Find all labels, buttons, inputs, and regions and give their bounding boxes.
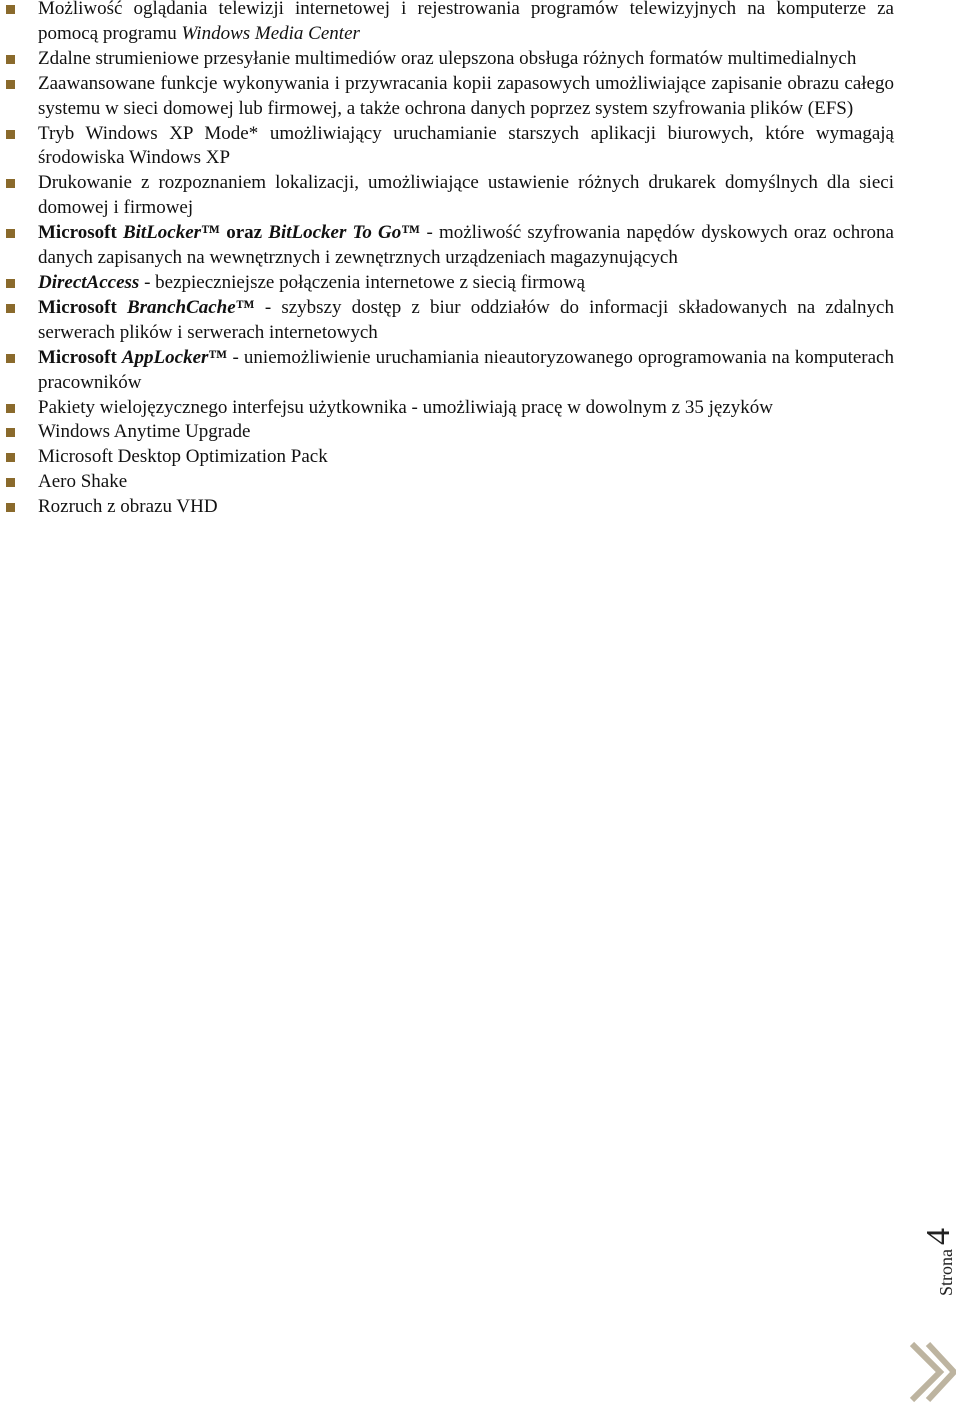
feature-text-segment: ™ (235, 296, 255, 318)
page-label-text: Strona (936, 1249, 956, 1296)
feature-list-item (38, 470, 894, 495)
square-bullet-icon (6, 130, 15, 139)
square-bullet-icon (6, 5, 15, 14)
square-bullet-icon (6, 55, 15, 64)
feature-list-item (38, 296, 894, 346)
square-bullet-icon (6, 354, 15, 363)
feature-list-item (38, 271, 894, 296)
feature-text-segment: Windows Media Center (181, 22, 360, 44)
feature-list-item (38, 221, 894, 271)
square-bullet-icon (6, 229, 15, 238)
feature-text-segment: Możliwość oglądania telewizji internetowej i rejestrowania programów telewizyjnych na komputerze za pomocą programu (38, 0, 894, 44)
feature-text-segment: Pakiety wielojęzycznego interfejsu użytkownika - umożliwiają pracę w dowolnym z 35 języków (38, 396, 773, 418)
square-bullet-icon (6, 503, 15, 512)
feature-list-item (38, 396, 894, 421)
feature-list-item (38, 122, 894, 172)
feature-text-segment: Aero Shake (38, 471, 128, 493)
double-chevron-logo-icon (906, 1338, 956, 1406)
feature-text-segment: - uniemożliwienie uruchamiania nieautoryzowanego oprogramowania na komputerach pracowników (38, 346, 894, 393)
feature-text-segment: ™ oraz (201, 222, 269, 244)
feature-text-segment: DirectAccess (38, 271, 140, 293)
feature-list-item (38, 420, 894, 445)
feature-text-segment: Windows Anytime Upgrade (38, 421, 251, 443)
square-bullet-icon (6, 404, 15, 413)
feature-list-item (38, 47, 894, 72)
feature-list-item (38, 346, 894, 396)
feature-text-segment: - bezpieczniejsze połączenia internetowe z siecią firmową (139, 271, 586, 293)
feature-list-item (38, 445, 894, 470)
square-bullet-icon (6, 279, 15, 288)
square-bullet-icon (6, 453, 15, 462)
feature-text-segment: Microsoft (38, 296, 127, 318)
feature-text-segment: - możliwość szyfrowania napędów dyskowych oraz ochrona danych zapisanych na wewnętrznych i zewnętrznych urządzeniach magazynujących (38, 222, 894, 269)
square-bullet-icon (6, 478, 15, 487)
feature-list-item (38, 171, 894, 221)
feature-text-segment: Microsoft (38, 346, 122, 368)
page-number-label (920, 1228, 957, 1312)
feature-text-segment: ™ (208, 346, 228, 368)
feature-text-segment: BitLocker (122, 222, 202, 244)
feature-text-segment: Microsoft (38, 222, 123, 244)
feature-text-segment: - szybszy dostęp z biur oddziałów do informacji składowanych na zdalnych serwerach plików i serwerach internetowych (38, 296, 894, 343)
square-bullet-icon (6, 179, 15, 188)
page-number (920, 1228, 957, 1312)
square-bullet-icon (6, 80, 15, 89)
feature-text-segment: Rozruch z obrazu VHD (38, 496, 218, 518)
feature-text-segment: AppLocker (121, 346, 209, 368)
feature-text-segment: BranchCache (126, 296, 236, 318)
feature-list-item (38, 495, 894, 520)
square-bullet-icon (6, 428, 15, 437)
page-number-value: 4 (920, 1228, 957, 1245)
square-bullet-icon (6, 304, 15, 313)
feature-text-segment: ™ (401, 222, 421, 244)
feature-text-segment: BitLocker To Go (268, 222, 402, 244)
feature-list-item (38, 0, 894, 47)
feature-text-segment: Microsoft Desktop Optimization Pack (38, 446, 328, 468)
feature-list-item (38, 72, 894, 122)
feature-text-segment: Zdalne strumieniowe przesyłanie multimediów oraz ulepszona obsługa różnych formatów multimedialnych (38, 47, 857, 69)
feature-text-segment: Tryb Windows XP Mode* umożliwiający uruchamianie starszych aplikacji biurowych, które wymagają środowiska Windows XP (38, 122, 894, 169)
feature-text-segment: Drukowanie z rozpoznaniem lokalizacji, umożliwiające ustawienie różnych drukarek domyślnych dla sieci domowej i firmowej (38, 172, 894, 219)
feature-text-segment: Zaawansowane funkcje wykonywania i przywracania kopii zapasowych umożliwiające zapisanie obrazu całego systemu w sieci domowej lub firmowej, a także ochrona danych poprzez system szyfrowania plików (EFS) (38, 72, 894, 119)
feature-list (38, 0, 894, 520)
